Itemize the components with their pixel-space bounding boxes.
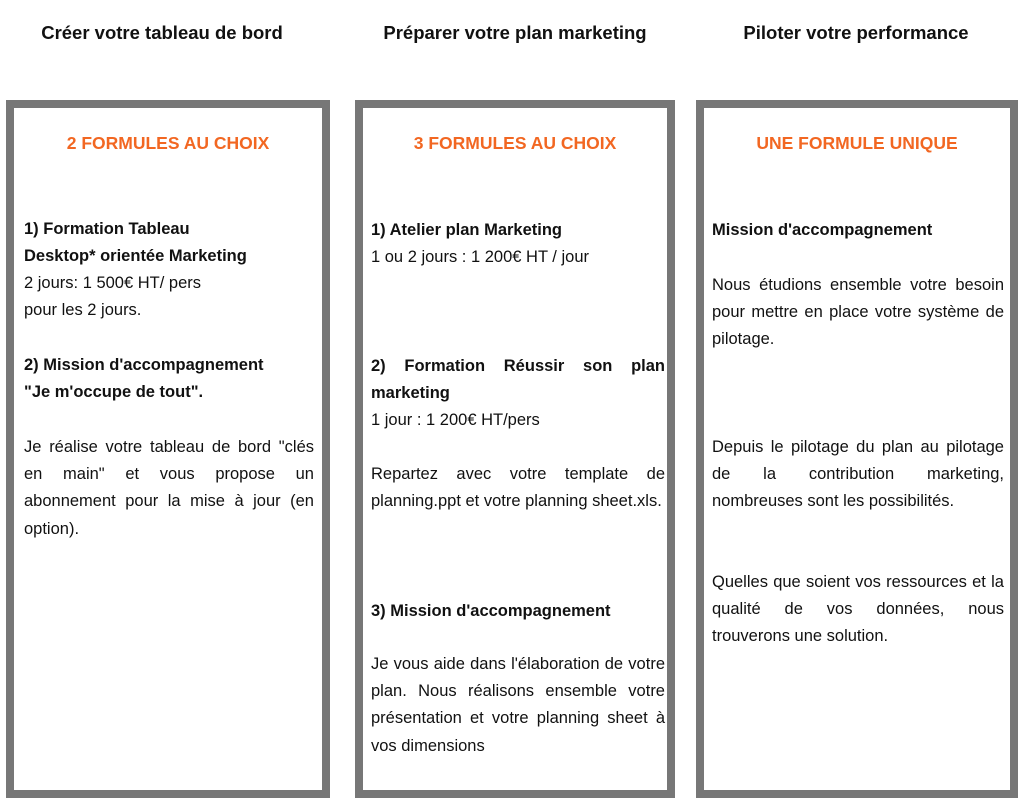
column-title-marketing-plan: Préparer votre plan marketing xyxy=(383,22,647,43)
formula-title: 2) Formation Réussir son plan marketing xyxy=(371,357,665,403)
offer-card-dashboard xyxy=(6,100,330,798)
offer-heading: 2 FORMULES AU CHOIX xyxy=(66,133,270,153)
formula-price: 1 jour : 1 200€ HT/pers xyxy=(371,411,540,429)
offer-heading: 3 FORMULES AU CHOIX xyxy=(413,133,617,153)
formula-title: 1) Atelier plan Marketing xyxy=(371,221,563,239)
formula-price: 1 ou 2 jours : 1 200€ HT / jour xyxy=(371,248,589,266)
column-title-performance: Piloter votre performance xyxy=(743,22,969,43)
formula-description: Je réalise votre tableau de bord "clés en main" et vous propose un abonnement pour la mise à jour (en option). xyxy=(24,438,314,538)
formula-title: Mission d'accompagnement xyxy=(712,221,933,239)
formula-description: Nous étudions ensemble votre besoin pour mettre en place votre système de pilotage. xyxy=(712,276,1004,349)
formula-description: Depuis le pilotage du plan au pilotage de la contribution marketing, nombreuses sont les possibilités. xyxy=(712,438,1004,511)
formula-description: Quelles que soient vos ressources et la qualité de vos données, nous trouverons une solution. xyxy=(712,573,1004,646)
formula-description: Repartez avec votre template de planning.ppt et votre planning sheet.xls. xyxy=(371,465,665,511)
column-title-dashboard: Créer votre tableau de bord xyxy=(41,22,283,43)
formula-price: 2 jours: 1 500€ HT/ pers pour les 2 jours. xyxy=(24,274,202,320)
offer-heading: UNE FORMULE UNIQUE xyxy=(756,133,958,153)
formula-description: Je vous aide dans l'élaboration de votre plan. Nous réalisons ensemble votre présentation et votre planning sheet à vos dimensions xyxy=(371,655,665,755)
formula-title: 1) Formation Tableau Desktop* orientée Marketing xyxy=(24,220,247,266)
offer-card-marketing-plan xyxy=(355,100,675,798)
offer-card-performance xyxy=(696,100,1018,798)
formula-title: 2) Mission d'accompagnement "Je m'occupe de tout". xyxy=(24,356,264,402)
formula-title: 3) Mission d'accompagnement xyxy=(371,602,611,620)
